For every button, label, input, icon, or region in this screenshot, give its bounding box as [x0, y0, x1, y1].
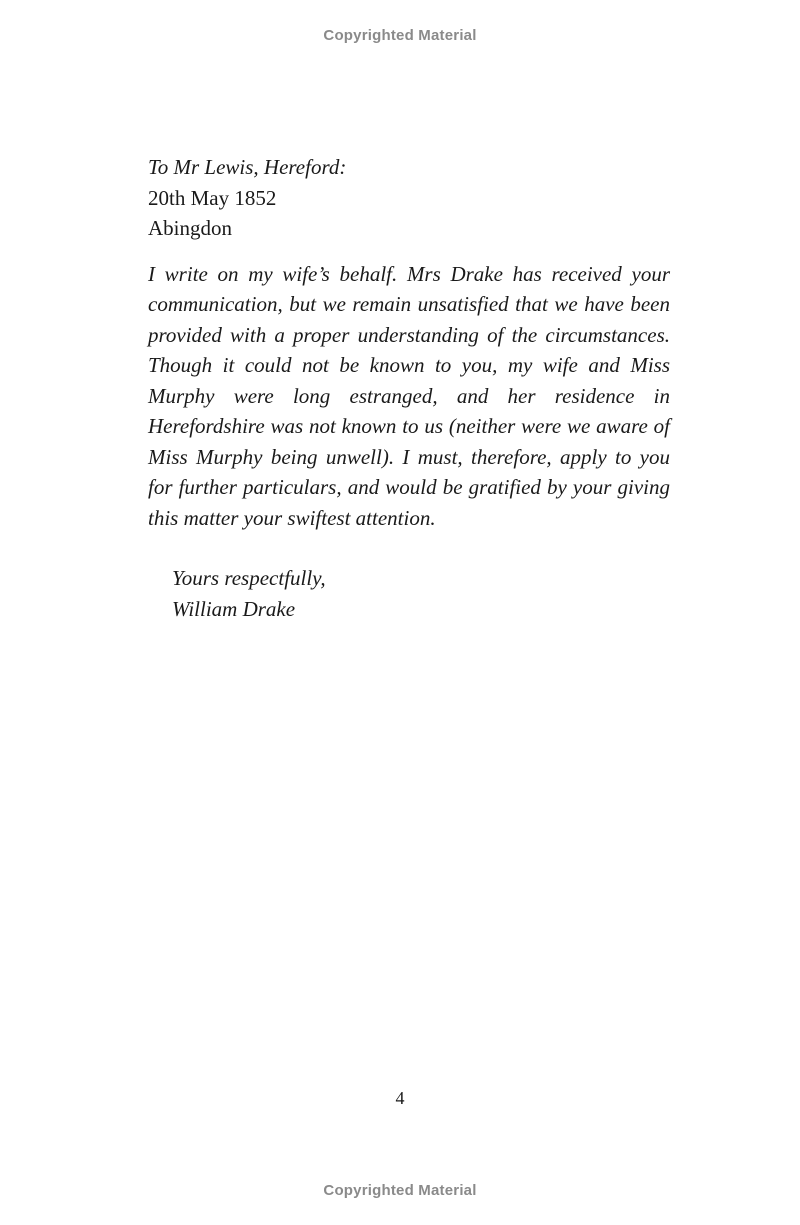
letter-closing: Yours respectfully,: [172, 566, 326, 590]
letter-place: Abingdon: [148, 216, 232, 240]
copyright-watermark-top: Copyrighted Material: [323, 27, 477, 44]
letter-signoff: [148, 563, 670, 624]
copyright-watermark-bottom: Copyrighted Material: [323, 1182, 477, 1199]
letter-recipient: To Mr Lewis, Hereford:: [148, 155, 347, 179]
letter: [148, 152, 670, 624]
letter-body: I write on my wife’s behalf. Mrs Drake has received your communication, but we remain unsatisfied that we have been provided with a proper understanding of the circumstances. Though it could not be known to you, my wife and Miss Murphy were long estranged, and her residence in Herefordshire was not known to us (neither were we aware of Miss Murphy being unwell). I must, therefore, apply to you for further particulars, and would be gratified by your giving this matter your swiftest attention.: [148, 261, 670, 530]
letter-date: 20th May 1852: [148, 185, 277, 210]
page-number: 4: [395, 1088, 405, 1108]
letter-signature: William Drake: [172, 596, 296, 621]
